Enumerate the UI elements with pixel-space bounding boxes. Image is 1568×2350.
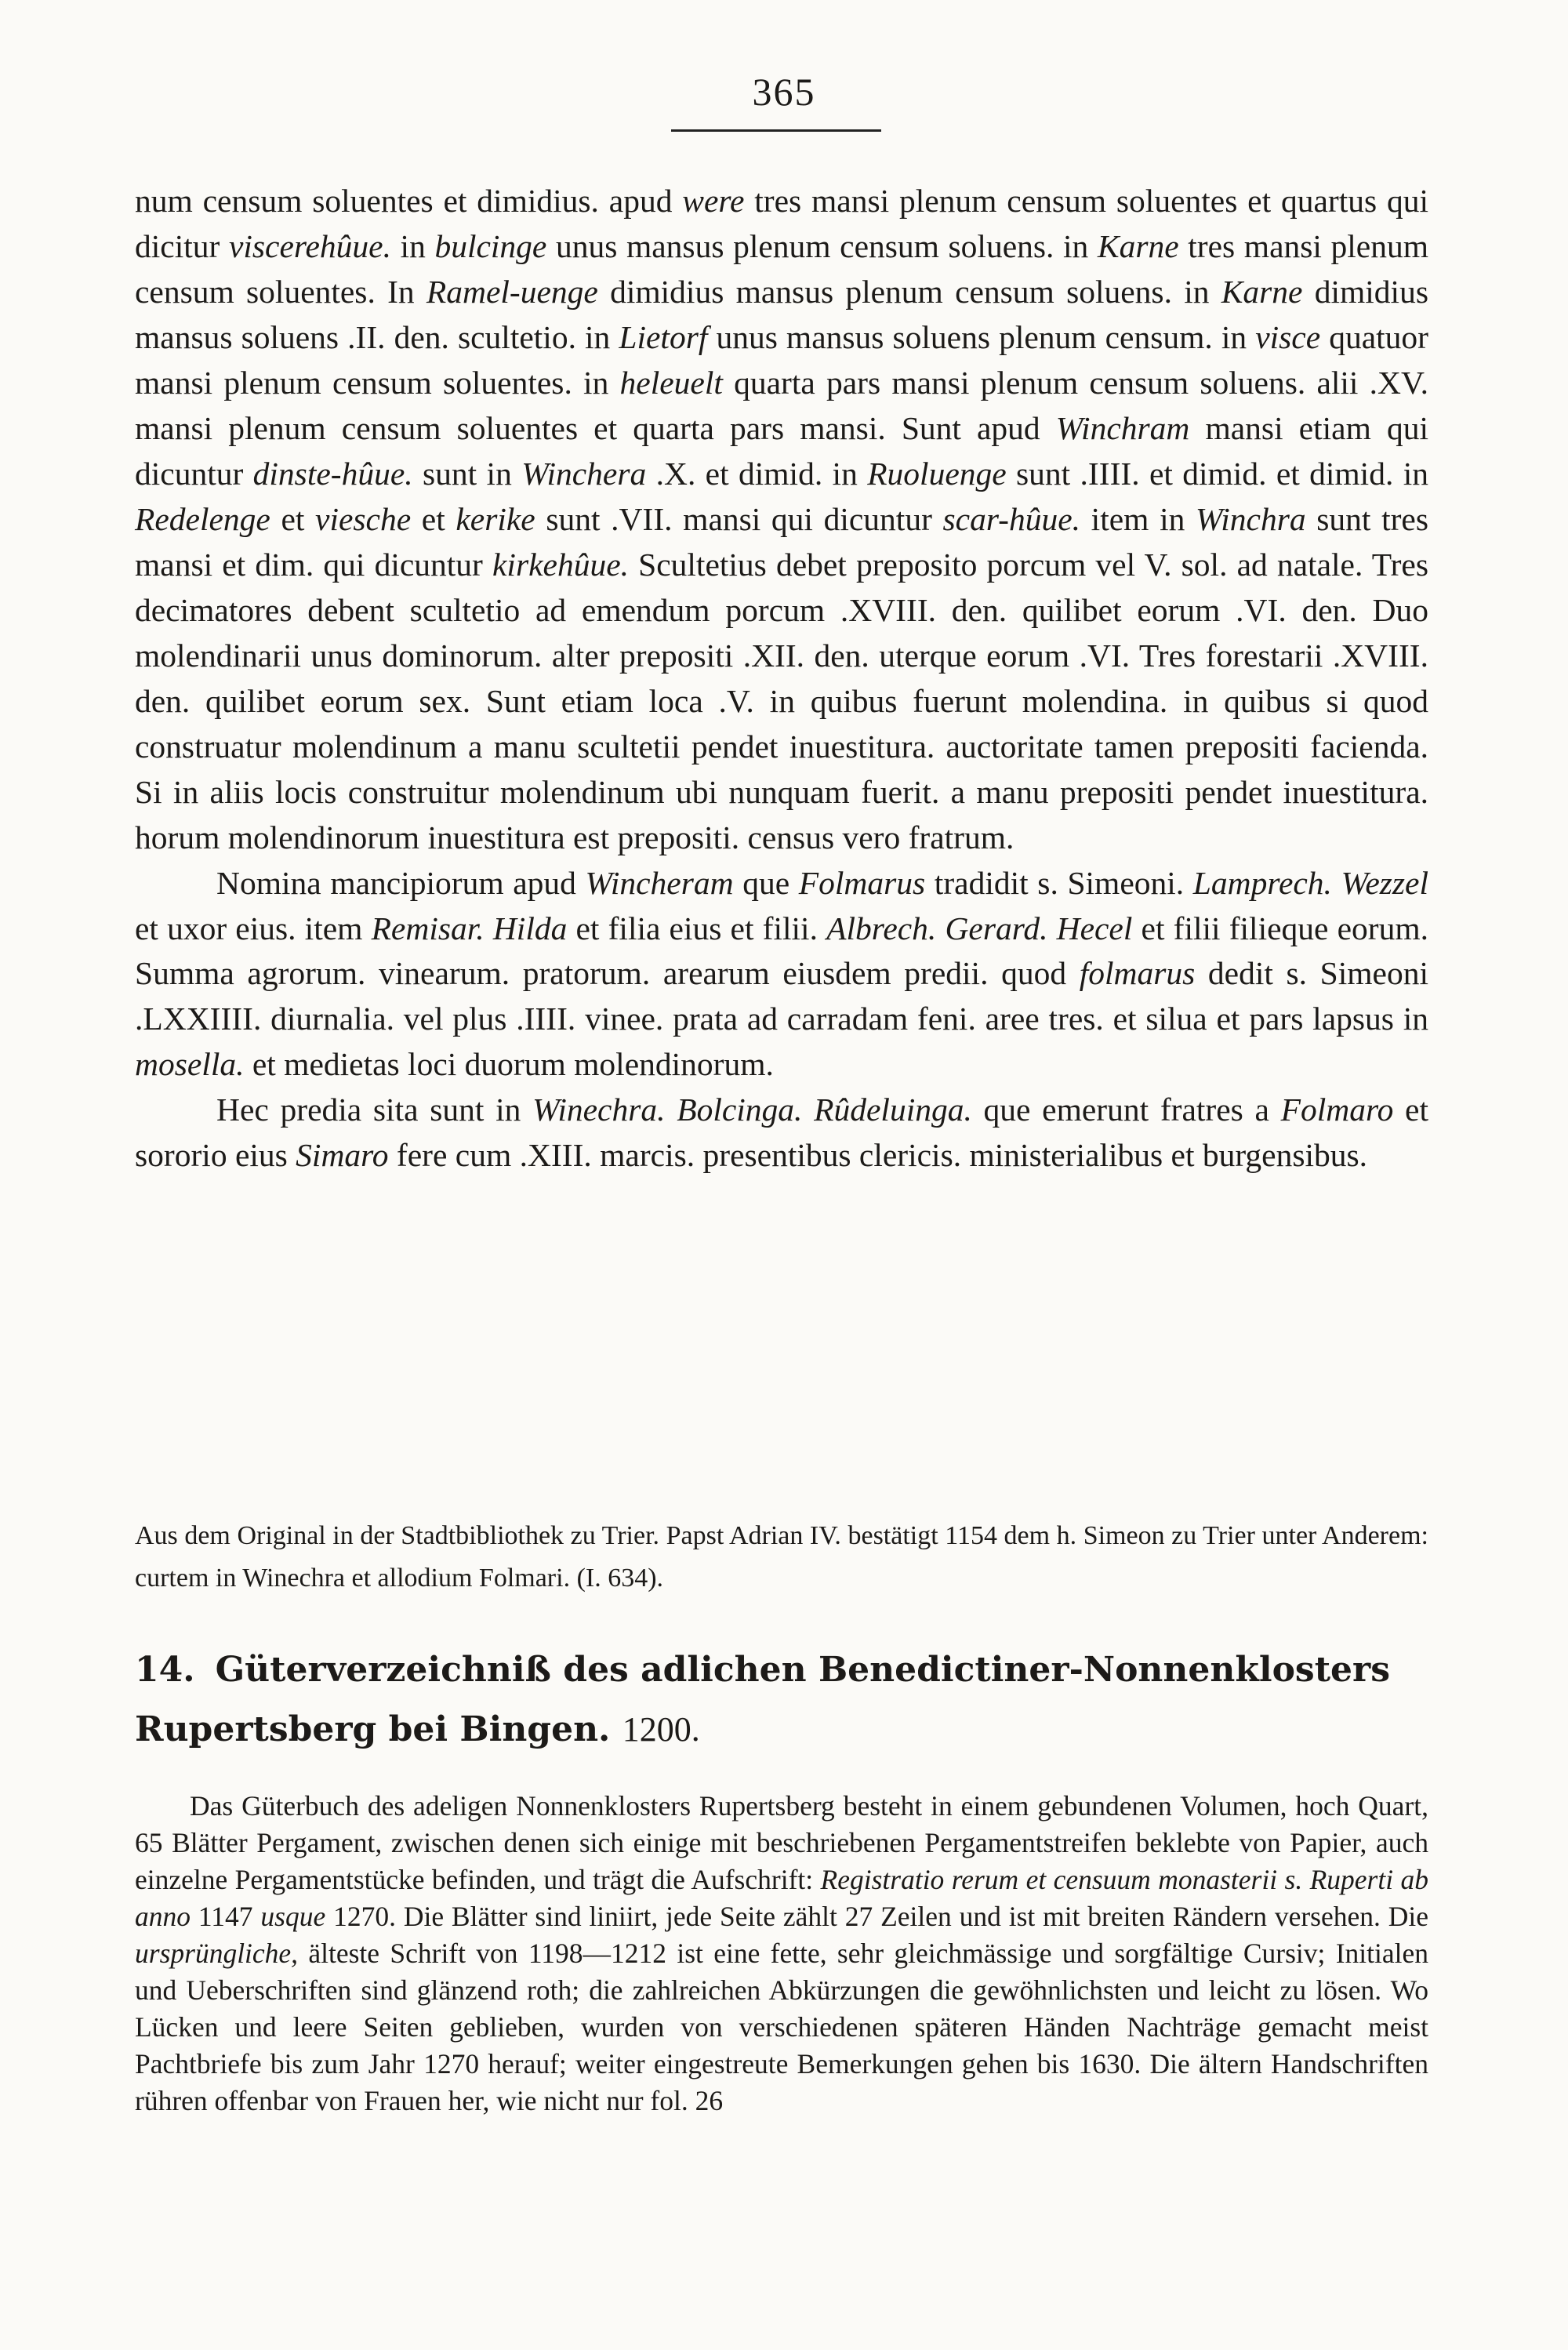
page-number: 365 [752, 70, 816, 114]
italic-term: Folmarus [798, 864, 926, 901]
italic-term: Rûdeluinga. [814, 1091, 972, 1128]
text-run: num censum soluentes et dimidius. apud [135, 183, 683, 219]
text-run: dedit s. Simeoni .LXXIIII. diurnalia. vel plus .IIII. vinee. prata ad carradam feni. aree tres. et silua et pars lapsus in [135, 955, 1428, 1037]
text-run: sunt in [412, 455, 522, 492]
italic-term: viscerehûue. [228, 227, 391, 264]
text-run: Nomina mancipiorum apud [216, 864, 586, 901]
text-run: dimidius mansus soluens .II. den. scultetio. in [135, 273, 1428, 355]
italic-term: Folmaro [1280, 1091, 1394, 1128]
main-text [135, 179, 1428, 1179]
text-run: Hec predia sita sunt in [216, 1091, 533, 1128]
italic-term: Winechra. [532, 1091, 666, 1128]
italic-term: were [682, 183, 745, 219]
text-run: sunt tres mansi et dim. qui dicuntur [135, 500, 1429, 583]
italic-term: Winchera [521, 455, 647, 492]
text-run [1047, 910, 1056, 946]
italic-term: Lietorf [619, 318, 708, 355]
italic-term: folmarus [1079, 955, 1196, 992]
text-run [666, 1091, 677, 1128]
text-run: et [270, 500, 316, 537]
section-number: 14. [135, 1650, 195, 1690]
section-title: Güterverzeichniß des adlichen Benedictiner-Nonnenklosters Rupertsberg bei Bingen. [135, 1650, 1390, 1749]
italic-term: bulcinge [434, 227, 547, 264]
text-run: unus mansus soluens plenum censum. in [707, 318, 1256, 355]
italic-term: Bolcinga. [677, 1091, 803, 1128]
text-run: quatuor mansi plenum censum soluentes. in [135, 318, 1428, 401]
text-run: .X. et dimid. in [646, 455, 868, 492]
italic-term: Lamprech. [1192, 864, 1332, 901]
text-run [1332, 865, 1341, 901]
italic-term: Karne [1221, 273, 1303, 310]
italic-term: Hilda [492, 910, 568, 946]
italic-term: Remisar. [371, 910, 485, 946]
italic-term: Wezzel [1341, 864, 1428, 901]
italic-term: Winchra [1196, 500, 1306, 537]
text-run: et [411, 500, 456, 537]
italic-term: Registratio rerum et censuum monasterii s. Ruperti ab anno [135, 1864, 1428, 1932]
text-run: sunt .IIII. et dimid. et dimid. in [1006, 455, 1428, 492]
text-run: 1270. Die Blätter sind liniirt, jede Seite zählt 27 Zeilen und ist mit breiten Rändern versehen. Die [325, 1901, 1428, 1932]
text-run: älteste Schrift von 1198—1212 ist eine fette, sehr gleichmässige und sorgfältige Cursiv; Initialen und Ueberschriften sind glänzend roth; die zahlreichen Abkürzungen die gewöhnlichsten und leicht zu lösen. Wo Lücken und leere Seiten geblieben, wurden von verschiedenen späteren Händen Nachträge gemacht meist Pachtbriefe bis zum Jahr 1270 herauf; weiter eingestreute Bemerkungen gehen bis 1630. Die ältern Handschriften rühren offenbar von Frauen her, wie nicht nur fol. 26 [135, 1938, 1428, 2116]
italic-term: visce [1255, 318, 1321, 355]
text-run: tradidit s. Simeoni. [925, 864, 1193, 901]
italic-term: Ruoluenge [867, 455, 1007, 492]
italic-term: dinste-hûue. [252, 455, 413, 492]
text-run: et medietas loci duorum molendinorum. [244, 1046, 774, 1083]
italic-term: Gerard. [945, 910, 1048, 946]
text-run [485, 910, 493, 946]
italic-term: kerike [456, 500, 535, 537]
paragraph-censum [135, 179, 1428, 861]
text-run: tres mansi plenum censum soluentes. In [135, 227, 1428, 310]
text-run: 1147 [191, 1901, 261, 1932]
source-note: Aus dem Original in der Stadtbibliothek zu Trier. Papst Adrian IV. bestätigt 1154 dem h. Simeon zu Trier unter Anderem: curtem in Winechra et allodium Folmari. (I. 634). [135, 1521, 1428, 1593]
text-run: Scultetius debet preposito porcum vel V. sol. ad natale. Tres decimatores debent scultetio ad emendum porcum .XVIII. den. quilibet eorum .VI. den. Duo molendinarii unus dominorum. alter prepositi .XII. den. uterque eorum .VI. Tres forestarii .XVIII. den. quilibet eorum sex. Sunt etiam loca .V. in quibus fuerunt molendina. in quibus si quod construatur molendinum a manu scultetii pendet inuestitura. auctoritate tamen prepositi facienda. Si in aliis locis construitur molendinum ubi nunquam fuerit. a manu prepositi pendet inuestitura. horum molendinorum inuestitura est prepositi. census vero fratrum. [135, 546, 1428, 855]
italic-term: ursprüngliche, [135, 1938, 299, 1969]
italic-term: Albrech. [826, 910, 937, 946]
italic-term: Winchram [1055, 409, 1190, 446]
italic-term: Ramel-uenge [426, 273, 598, 310]
italic-term: usque [260, 1901, 326, 1932]
intro-paragraph [135, 1788, 1428, 2119]
intro-text [135, 1788, 1428, 2119]
page-number-rule [671, 129, 881, 132]
italic-term: Redelenge [135, 500, 270, 537]
italic-term: Wincheram [585, 864, 734, 901]
text-run: et filia eius et filii. [567, 910, 827, 946]
italic-term: Karne [1097, 227, 1179, 264]
italic-term: heleuelt [619, 364, 723, 401]
italic-term: kirkehûue. [492, 546, 629, 583]
text-run: que emerunt fratres a [971, 1091, 1281, 1128]
text-run: que [733, 864, 799, 901]
paragraph-predia [135, 1088, 1428, 1179]
section-year: 1200. [622, 1710, 700, 1749]
text-run: fere cum .XIII. marcis. presentibus clericis. ministerialibus et burgensibus. [388, 1137, 1368, 1174]
text-run [936, 910, 945, 946]
italic-term: Hecel [1056, 910, 1133, 946]
text-run: in [390, 227, 435, 264]
text-run: et sororio eius [135, 1091, 1429, 1174]
text-run: quarta pars mansi plenum censum soluens. alii .XV. mansi plenum censum soluentes et quarta pars mansi. Sunt apud [135, 364, 1428, 446]
text-run: et uxor eius. item [135, 910, 372, 946]
italic-term: viesche [315, 500, 412, 537]
section-heading [135, 1640, 1428, 1760]
italic-term: Simaro [296, 1137, 389, 1174]
italic-term: scar-hûue. [942, 500, 1081, 537]
text-run: unus mansus plenum censum soluens. in [546, 227, 1098, 264]
italic-term: mosella. [135, 1046, 245, 1083]
paragraph-mancipia [135, 861, 1428, 1088]
text-run: dimidius mansus plenum censum soluens. in [597, 273, 1221, 310]
text-run: et filii filieque eorum. Summa agrorum. vinearum. pratorum. arearum eiusdem predii. quod [135, 910, 1428, 992]
text-run: sunt .VII. mansi qui dicuntur [535, 500, 943, 537]
text-run [802, 1091, 814, 1128]
text-run: tres mansi plenum censum soluentes et quartus qui dicitur [135, 183, 1428, 264]
text-run: Das Güterbuch des adeligen Nonnenklosters Rupertsberg besteht in einem gebundenen Volumen, hoch Quart, 65 Blätter Pergament, zwischen denen sich einige mit beschriebenen Pergamentstreifen beklebte von Papier, auch einzelne Pergamentstücke befinden, und trägt die Aufschrift: [135, 1790, 1428, 1895]
text-run: item in [1080, 500, 1196, 537]
text-run: mansi etiam qui dicuntur [135, 409, 1428, 492]
